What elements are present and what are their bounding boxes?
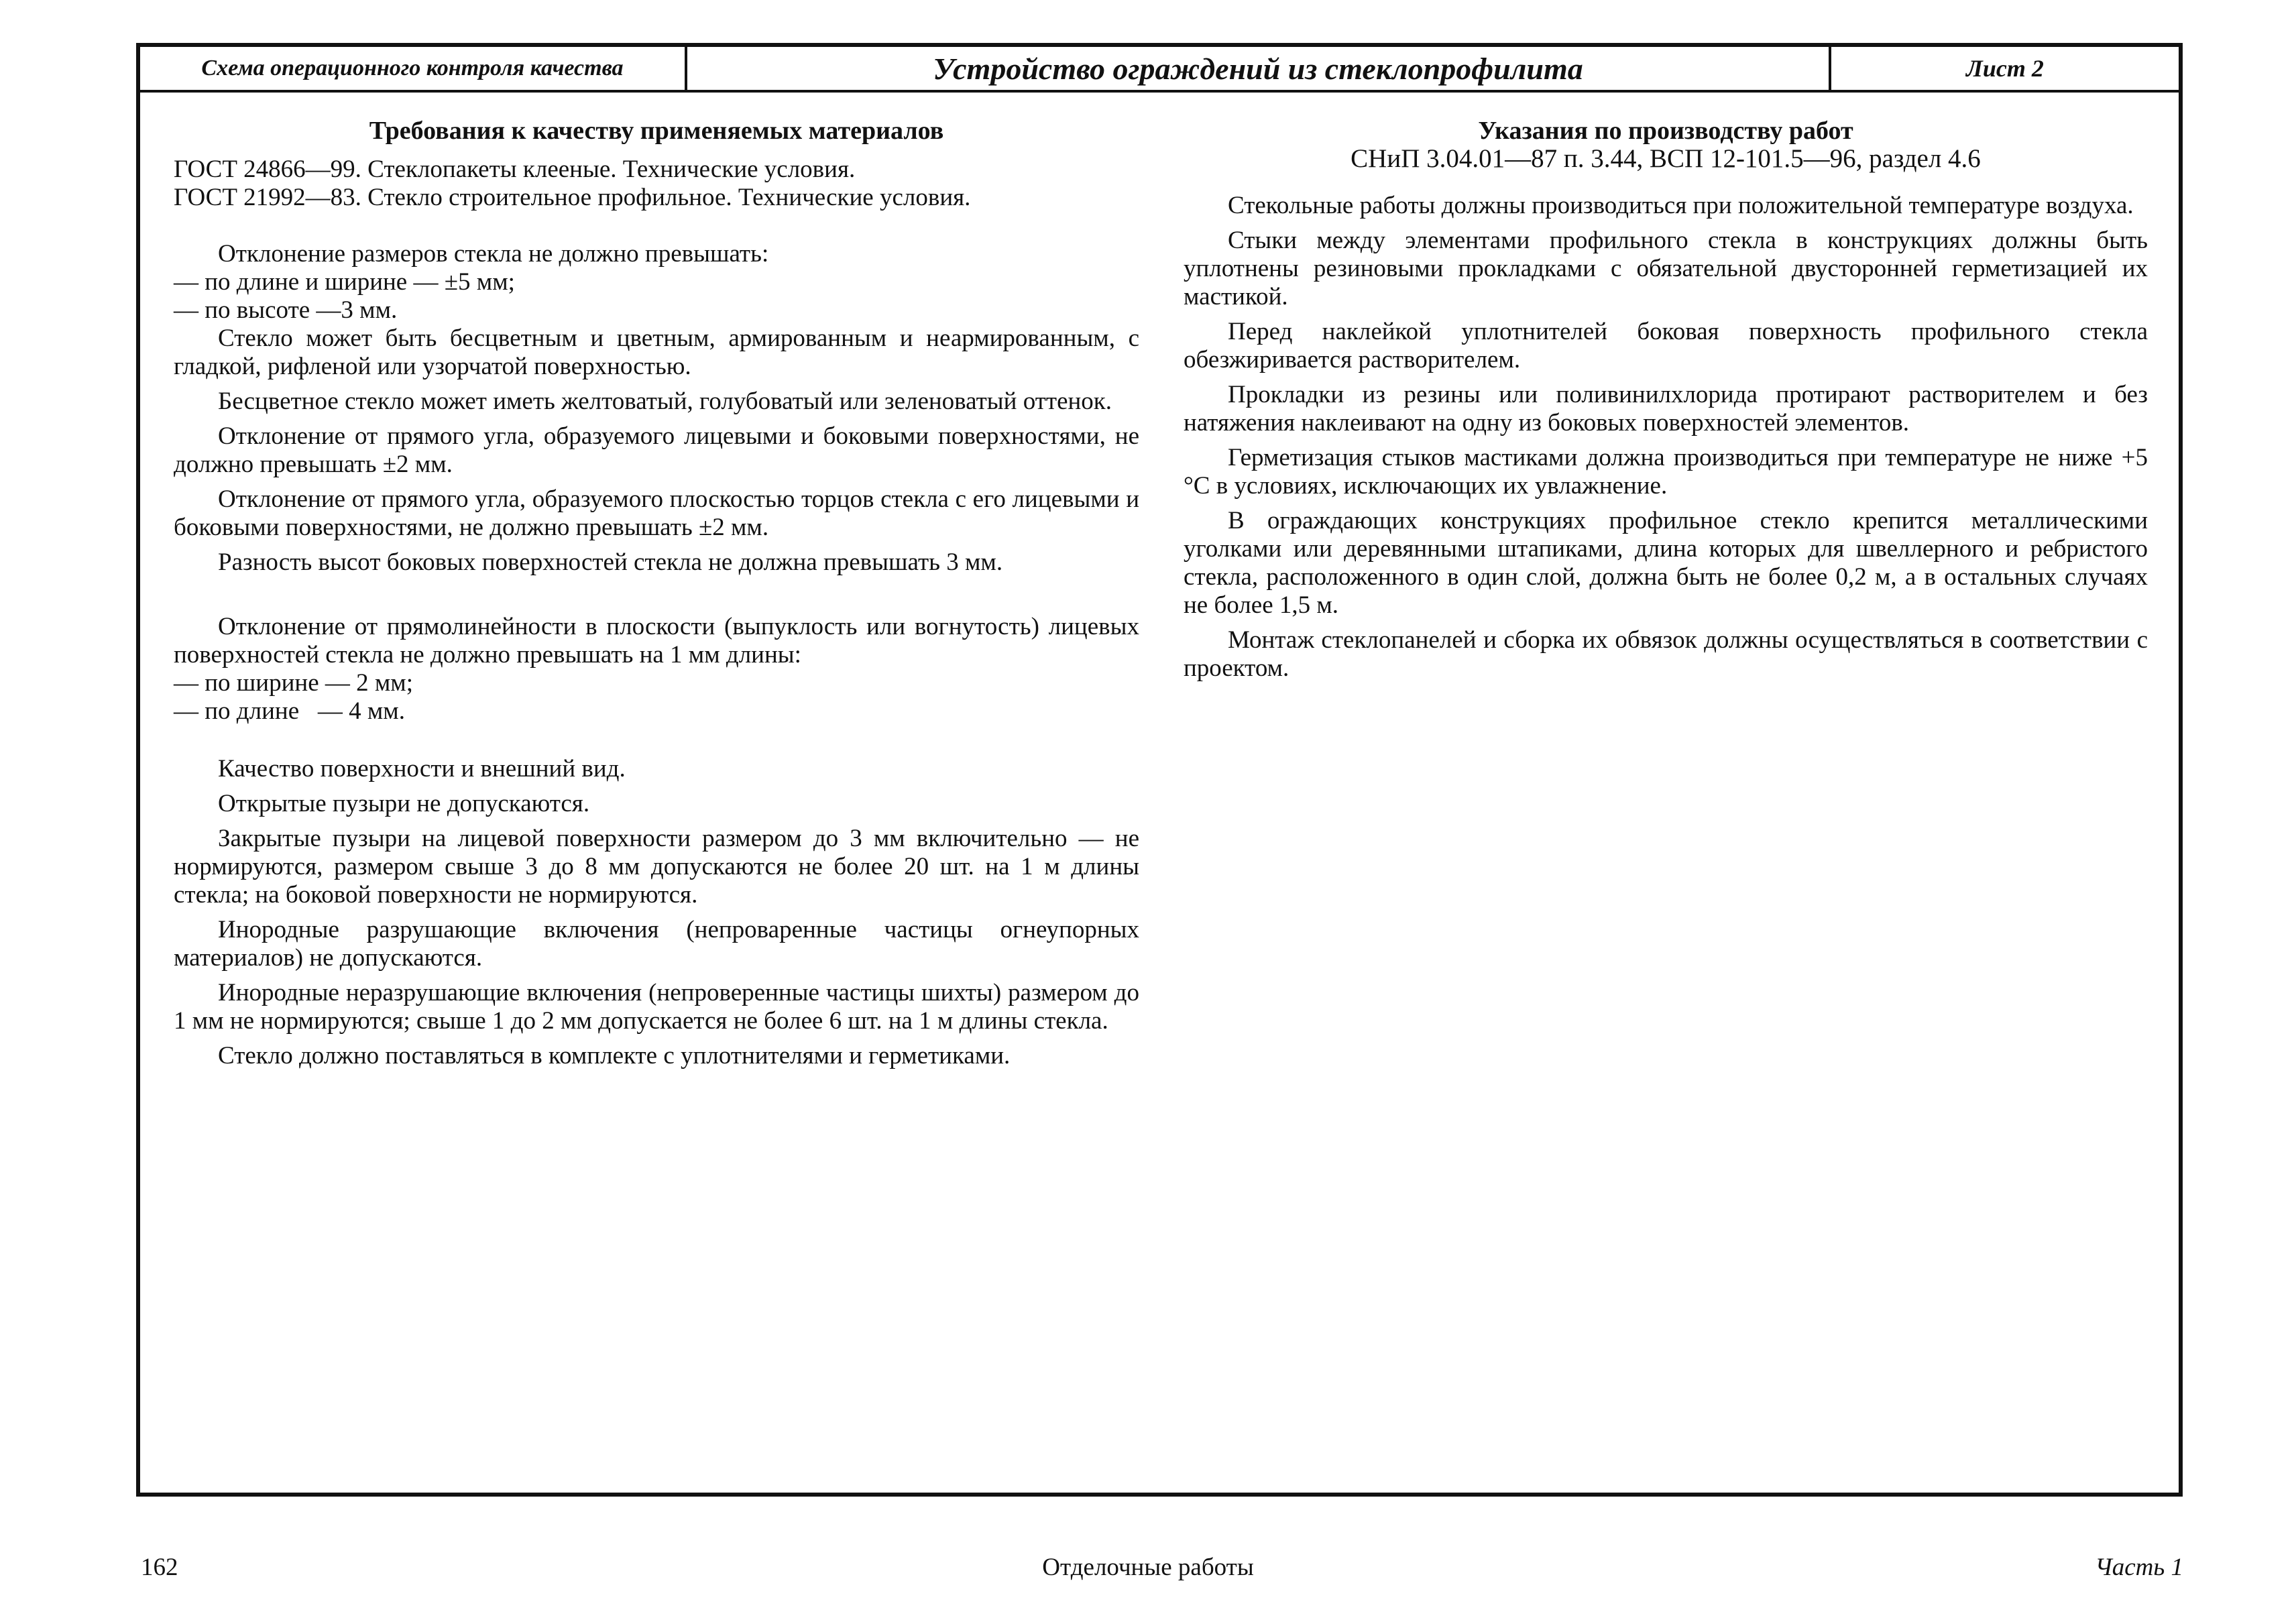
instructions-title: Указания по производству работ bbox=[1478, 117, 1853, 145]
instruction-paragraph: Прокладки из резины или поливинилхлорида протирают растворителем и без натяжения наклеивают на одну из боковых поверхностей элементов. bbox=[1184, 381, 2148, 437]
requirement-paragraph: Открытые пузыри не допускаются. bbox=[218, 790, 590, 817]
standard-ref: ГОСТ 24866—99. Стеклопакеты клееные. Технические условия. bbox=[174, 156, 856, 183]
instruction-paragraph: Монтаж стеклопанелей и сборка их обвязок должны осуществляться в соответствии с проектом. bbox=[1184, 626, 2148, 682]
requirement-paragraph: Бесцветное стекло может иметь желтоватый, голубоватый или зеленоватый оттенок. bbox=[218, 388, 1112, 415]
instruction-paragraph: Перед наклейкой уплотнителей боковая поверхность профильного стекла обезжиривается растворителем. bbox=[1184, 318, 2148, 373]
work-instructions-column bbox=[1184, 117, 2148, 689]
materials-requirements-column bbox=[174, 117, 1139, 1077]
header-sheet-number: Лист 2 bbox=[1966, 55, 2044, 82]
header-row bbox=[140, 47, 2179, 93]
instructions-references: СНиП 3.04.01—87 п. 3.44, ВСП 12-101.5—96, раздел 4.6 bbox=[1351, 144, 1981, 173]
page-frame bbox=[136, 43, 2183, 1497]
requirement-paragraph: Отклонение от прямого угла, образуемого лицевыми и боковыми поверхностями, не должно превышать ±2 мм. bbox=[174, 422, 1139, 478]
standard-ref: ГОСТ 21992—83. Стекло строительное профильное. Технические условия. bbox=[174, 184, 971, 211]
size-deviation-item: — по длине и ширине — ±5 мм; bbox=[174, 268, 515, 296]
materials-title: Требования к качеству применяемых материалов bbox=[369, 117, 944, 145]
header-title: Устройство ограждений из стеклопрофилита bbox=[687, 47, 1831, 90]
requirement-paragraph: Разность высот боковых поверхностей стекла не должна превышать 3 мм. bbox=[218, 548, 1003, 576]
requirement-paragraph: Инородные разрушающие включения (непроваренные частицы огнеупорных материалов) не допускаются. bbox=[174, 916, 1139, 972]
instruction-paragraph: Герметизация стыков мастиками должна производиться при температуре не ниже +5 °С в условиях, исключающих их увлажнение. bbox=[1184, 444, 2148, 500]
flatness-item: — по длине — 4 мм. bbox=[174, 697, 405, 725]
instruction-paragraph: Стекольные работы должны производиться при положительной температуре воздуха. bbox=[1228, 192, 2134, 219]
requirement-paragraph: Стекло должно поставляться в комплекте с уплотнителями и герметиками. bbox=[218, 1042, 1011, 1069]
requirement-paragraph: Качество поверхности и внешний вид. bbox=[218, 755, 626, 782]
page-number: 162 bbox=[141, 1554, 178, 1581]
instruction-paragraph: Стыки между элементами профильного стекла в конструкциях должны быть уплотнены резиновыми прокладками с обязательной двусторонней герметизацией их мастикой. bbox=[1184, 227, 2148, 310]
footer-section: Отделочные работы bbox=[1042, 1554, 1254, 1581]
footer-part: Часть 1 bbox=[2095, 1554, 2183, 1581]
flatness-item: — по ширине — 2 мм; bbox=[174, 669, 413, 697]
instruction-paragraph: В ограждающих конструкциях профильное стекло крепится металлическими уголками или деревянными штапиками, длина которых для швеллерного и ребристого стекла, расположенного в один слой, должна быть не более 0,2 м, а в остальных случаях не более 1,5 м. bbox=[1184, 507, 2148, 619]
size-deviation-item: — по высоте —3 мм. bbox=[174, 296, 398, 324]
requirement-paragraph: Отклонение от прямого угла, образуемого плоскостью торцов стекла с его лицевыми и боковыми поверхностями, не должно превышать ±2 мм. bbox=[174, 485, 1139, 541]
header-scheme-label: Схема операционного контроля качества bbox=[140, 47, 687, 90]
requirement-paragraph: Инородные неразрушающие включения (непроверенные частицы шихты) размером до 1 мм не нормируются; свыше 1 до 2 мм допускается не более 6 шт. на 1 м длины стекла. bbox=[174, 979, 1139, 1035]
flatness-intro: Отклонение от прямолинейности в плоскости (выпуклость или вогнутость) лицевых поверхностей стекла не должно превышать на 1 мм длины: bbox=[174, 613, 1139, 669]
requirement-paragraph: Закрытые пузыри на лицевой поверхности размером до 3 мм включительно — не нормируются, размером свыше 3 до 8 мм допускаются не более 20 шт. на 1 м длины стекла; на боковой поверхности не нормируются. bbox=[174, 825, 1139, 909]
requirement-paragraph: Стекло может быть бесцветным и цветным, армированным и неармированным, с гладкой, рифленой или узорчатой поверхностью. bbox=[174, 325, 1139, 380]
standards-list bbox=[174, 156, 1139, 212]
size-deviation-intro: Отклонение размеров стекла не должно превышать: bbox=[218, 240, 769, 268]
